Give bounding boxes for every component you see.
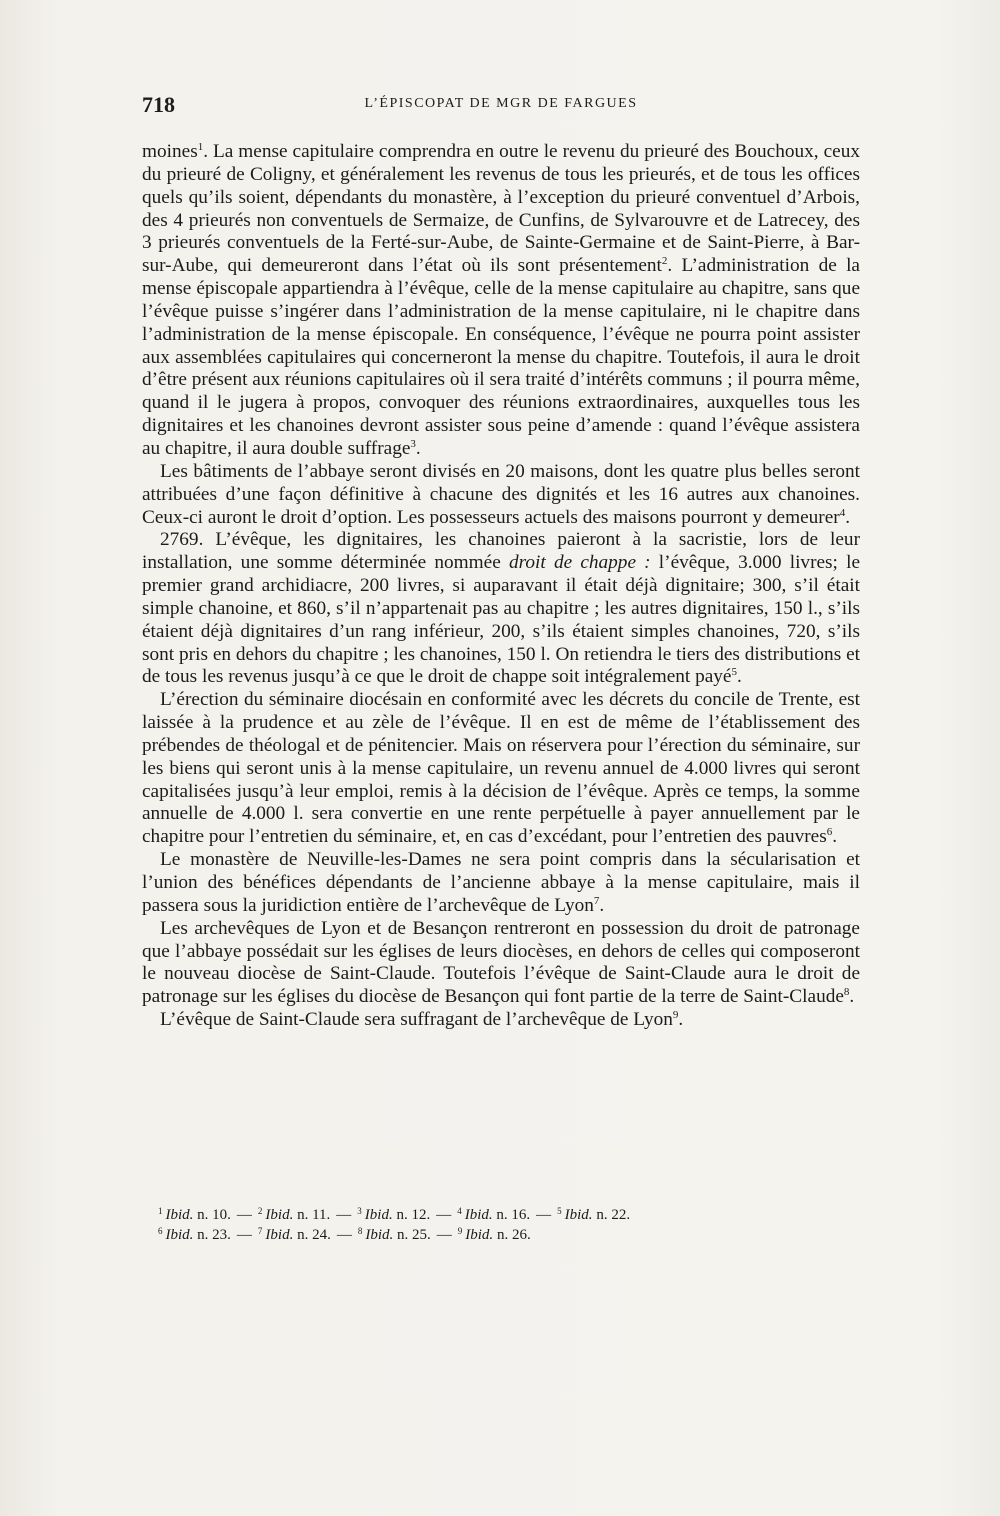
text-segment: . bbox=[845, 506, 851, 528]
footnote-separator: — bbox=[536, 1207, 552, 1223]
footnote-ref-text: n. 10. bbox=[197, 1207, 231, 1223]
footnote-ibid: Ibid. bbox=[364, 1207, 393, 1223]
italic-term: droit de chappe : bbox=[508, 552, 651, 574]
paragraph bbox=[142, 529, 860, 689]
footnote bbox=[158, 1227, 231, 1243]
footnote-number: 3 bbox=[357, 1206, 362, 1216]
running-title: L’ÉPISCOPAT DE MGR DE FARGUES bbox=[364, 96, 638, 111]
paragraph bbox=[142, 849, 860, 918]
text-segment: L’évêque de Saint-Claude sera suffragant de l’archevêque de Lyon bbox=[160, 1009, 673, 1031]
footnote-ibid: Ibid. bbox=[165, 1227, 194, 1243]
footnote-ibid: Ibid. bbox=[365, 1227, 394, 1243]
footnote-ref: 9 bbox=[672, 1009, 679, 1022]
footnote-ref-text: n. 25. bbox=[397, 1227, 431, 1243]
footnote-ref: 7 bbox=[593, 894, 600, 907]
body-text bbox=[142, 141, 860, 1032]
paragraph bbox=[142, 141, 860, 461]
footnote-ref-text: n. 22. bbox=[596, 1207, 631, 1223]
footnote-ref: 3 bbox=[410, 437, 416, 450]
footnote-number: 6 bbox=[158, 1226, 163, 1236]
footnote-ibid: Ibid. bbox=[265, 1227, 294, 1243]
paragraph bbox=[142, 918, 860, 1009]
text-segment: . L’administration de la mense épiscopale appartiendra à l’évêque, celle de la mense capitulaire au chapitre, sans que l’évêque puisse s’ingérer dans l’administration de la mense capitulaire, ni le chapitre dans l’administration de la mense épiscopale. En conséquence, l’évêque ne pourra point assister aux assemblées capitulaires qui concerneront la mense du chapitre. Toutefois, il aura le droit d’être présent aux réunions capitulaires où il sera traité d’intérêts communs ; il pourra même, quand il le jugera à propos, convoquer des réunions extraordinaires, auxquelles tous les dignitaires et les chanoines devront assister sous peine d’amende : quand l’évêque assistera au chapitre, il aura double suffrage bbox=[142, 255, 860, 459]
text-segment: 2769. L’évêque, les dignitaires, les chanoines paieront à la sacristie, lors de leur installation, une somme déterminée nommée bbox=[142, 529, 860, 574]
text-segment: l’évêque, 3.000 livres; le premier grand archidiacre, 200 livres, si auparavant il était déjà dignitaire; 300, s’il était simple chanoine, et 860, s’il n’appartenait pas au chapitre ; les autres dignitaires, 150 l., s’ils étaient déjà dignitaires d’un rang inférieur, 200, s’ils étaient simples chanoines, 720, s’ils sont pris en dehors du chapitre ; les chanoines, 150 l. On retiendra le tiers des distributions et de tous les revenus jusqu’à ce que le droit de chappe soit intégralement payé bbox=[142, 552, 861, 688]
page-header bbox=[142, 92, 860, 122]
footnote-ref: 5 bbox=[731, 666, 737, 679]
footnote-number: 7 bbox=[257, 1226, 263, 1236]
footnote bbox=[457, 1207, 530, 1223]
footnote-ref: 6 bbox=[826, 826, 833, 839]
footnote bbox=[158, 1207, 231, 1223]
page-number: 718 bbox=[142, 92, 175, 117]
text-segment: L’érection du séminaire diocésain en conformité avec les décrets du concile de Trente, est laissée à la prudence et au zèle de l’évêque. Il en est de même de l’établissement des prébendes de théologal et de pénitencier. Mais on réservera pour l’érection du séminaire, sur les biens qui seront unis à la mense capitulaire, un revenu annuel de 4.000 livres qui seront capitalisées jusqu’à leur emploi, remis à la décision de l’évêque. Après ce temps, la somme annuelle de 4.000 l. sera convertie en une rente perpétuelle à payer annuellement par le chapitre pour l’entretien du séminaire, et, en cas d’excédant, pour l’entretien des pauvres bbox=[142, 689, 860, 848]
text-segment: moines bbox=[142, 141, 198, 162]
footnote-number: 1 bbox=[158, 1206, 163, 1216]
text-segment: . bbox=[832, 826, 838, 848]
footnote-ref-text: n. 24. bbox=[297, 1227, 331, 1243]
footnote-number: 8 bbox=[357, 1226, 363, 1236]
footnote-separator: — bbox=[336, 1207, 352, 1223]
footnote-separator: — bbox=[436, 1227, 452, 1243]
text-segment: . bbox=[678, 1009, 684, 1031]
footnote-ibid: Ibid. bbox=[464, 1207, 493, 1223]
text-segment: . bbox=[849, 986, 855, 1008]
footnote-ref-text: n. 26. bbox=[496, 1227, 531, 1243]
footnote-ibid: Ibid. bbox=[465, 1227, 494, 1243]
footnote-separator: — bbox=[336, 1227, 352, 1243]
text-segment: . La mense capitulaire comprendra en outre le revenu du prieuré des Bouchoux, ceux du prieuré de Coligny, et généralement les revenus de tous les prieurés, et de tous les offices quels qu’ils soient, dépendants du monastère, à l’exception du prieuré conventuel d’Arbois, des 4 prieurés non conventuels de Sermaize, de Cunfins, de Sylvarouvre et de Latrecey, des 3 prieurés conventuels de la Ferté-sur-Aube, de Sainte-Germaine et de Saint-Pierre, à Bar-sur-Aube, qui demeureront dans l’état où ils sont présentement bbox=[142, 141, 860, 277]
footnote bbox=[557, 1207, 630, 1223]
paragraph bbox=[142, 1009, 860, 1032]
footnote-ref-text: n. 12. bbox=[396, 1207, 431, 1223]
footnote-ref: 2 bbox=[661, 255, 668, 268]
footnote-number: 5 bbox=[557, 1206, 562, 1216]
footnote bbox=[458, 1227, 531, 1243]
footnote-ref: 4 bbox=[839, 506, 846, 519]
text-segment: . bbox=[599, 894, 605, 916]
footnote bbox=[357, 1207, 430, 1223]
footnote-ibid: Ibid. bbox=[265, 1207, 294, 1223]
text-segment: . bbox=[415, 437, 421, 459]
footnote-number: 2 bbox=[257, 1206, 263, 1216]
text-segment: . bbox=[736, 666, 742, 688]
footnotes bbox=[142, 1205, 860, 1245]
footnote-separator: — bbox=[236, 1227, 252, 1243]
footnote-row bbox=[158, 1205, 860, 1225]
footnote bbox=[258, 1207, 330, 1223]
footnote-ref-text: n. 23. bbox=[197, 1227, 231, 1243]
footnote-ibid: Ibid. bbox=[165, 1207, 194, 1223]
footnote-ref: 8 bbox=[843, 986, 850, 999]
footnote bbox=[258, 1227, 331, 1243]
footnote-separator: — bbox=[236, 1207, 252, 1223]
footnote-number: 9 bbox=[457, 1226, 463, 1236]
text-segment: Les bâtiments de l’abbaye seront divisés en 20 maisons, dont les quatre plus belles seront attribuées d’une façon définitive à chacune des dignités et les 16 autres aux chanoines. Ceux-ci auront le droit d’option. Les possesseurs actuels des maisons pourront y demeurer bbox=[142, 460, 860, 528]
footnote-row bbox=[158, 1225, 860, 1245]
text-segment: Les archevêques de Lyon et de Besançon rentreront en possession du droit de patronage que l’abbaye possédait sur les églises de leurs diocèses, en dehors de celles qui composeront le nouveau diocèse de Saint-Claude. Toutefois l’évêque de Saint-Claude aura le droit de patronage sur les églises du diocèse de Besançon qui font partie de la terre de Saint-Claude bbox=[142, 917, 860, 1008]
paragraph bbox=[142, 689, 860, 849]
text-segment: Le monastère de Neuville-les-Dames ne sera point compris dans la sécularisation et l’union des bénéfices dépendants de l’ancienne abbaye à la mense capitulaire, mais il passera sous la juridiction entière de l’archevêque de Lyon bbox=[142, 849, 860, 916]
footnote-separator: — bbox=[436, 1207, 452, 1223]
footnote-number: 4 bbox=[457, 1206, 462, 1216]
footnote-ibid: Ibid. bbox=[564, 1207, 593, 1223]
footnote-ref-text: n. 16. bbox=[496, 1207, 531, 1223]
footnote-ref: 1 bbox=[197, 141, 204, 153]
paragraph bbox=[142, 461, 860, 530]
footnote bbox=[358, 1227, 431, 1243]
footnote-ref-text: n. 11. bbox=[297, 1207, 331, 1223]
